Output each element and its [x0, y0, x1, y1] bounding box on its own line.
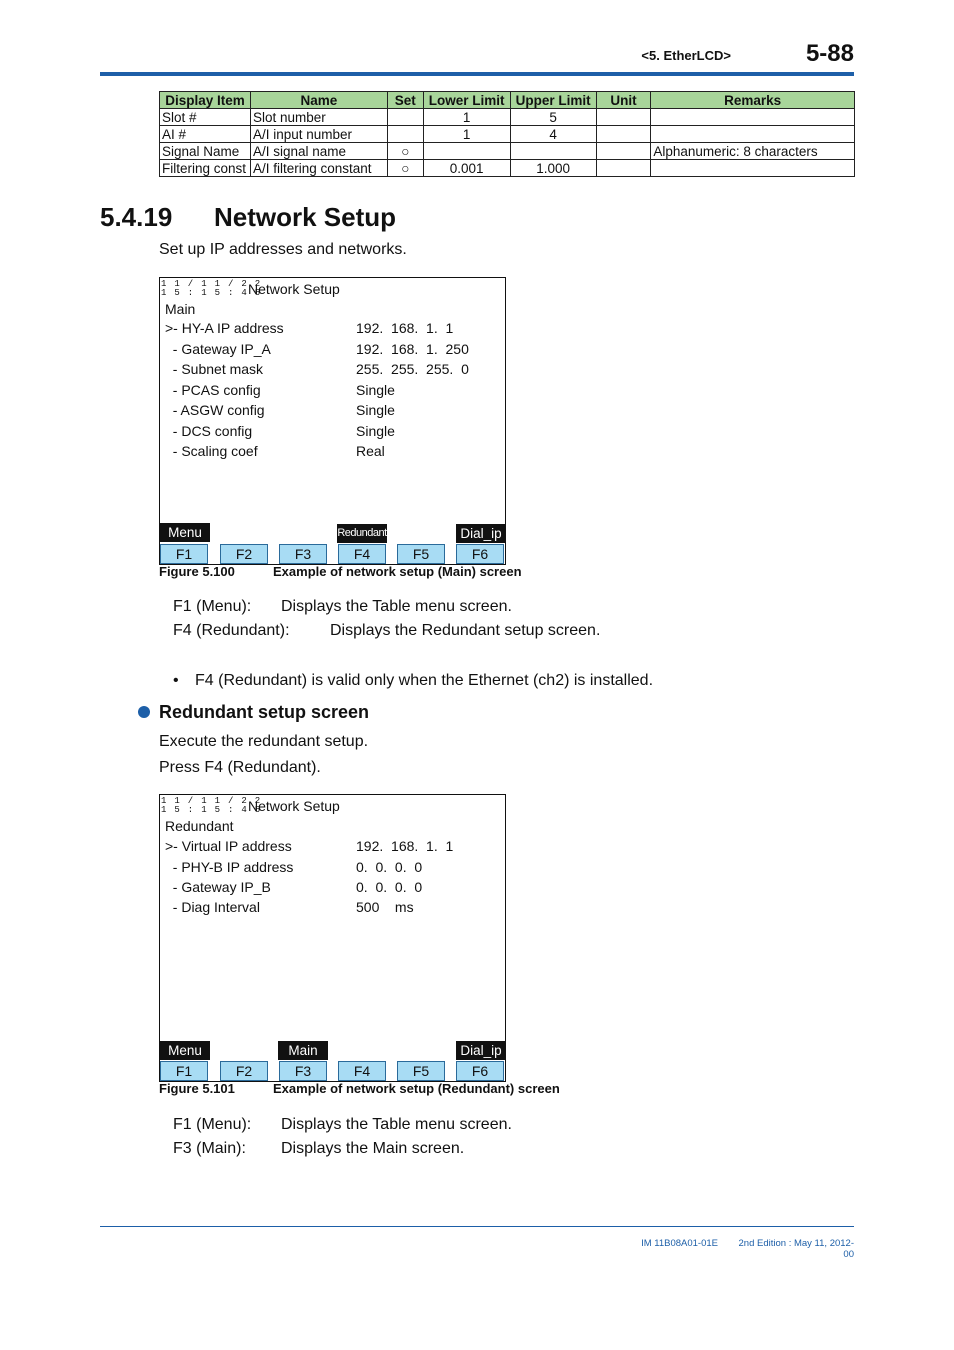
lcd-row-value: 500 ms: [356, 899, 414, 915]
footer-edition: 2nd Edition : May 11, 2012-00: [738, 1238, 854, 1260]
parameter-table: [159, 91, 855, 177]
lcd-screen-main: [159, 277, 506, 565]
lcd-row-value: 255. 255. 255. 0: [356, 361, 469, 377]
lcd-screen-redundant: [159, 794, 506, 1082]
f2-key[interactable]: F2: [220, 1061, 268, 1081]
section-number: 5.4.19: [100, 202, 173, 232]
col-name: Name: [250, 92, 387, 109]
lcd-row-gateway-ip-a[interactable]: [165, 340, 495, 358]
softkey-main[interactable]: Main: [278, 1041, 328, 1060]
col-lower-limit: Lower Limit: [423, 92, 510, 109]
subsection-line2: Press F4 (Redundant).: [159, 759, 321, 776]
softkey-redundant[interactable]: Redundant: [337, 524, 387, 543]
cell: [387, 126, 423, 143]
cell: [596, 160, 651, 177]
desc-text-f4: Displays the Redundant setup screen.: [330, 622, 601, 639]
lcd-row-label: - DCS config: [165, 423, 253, 439]
f2-key[interactable]: F2: [220, 544, 268, 564]
lcd-row-dcs-config[interactable]: [165, 422, 495, 440]
lcd-row-label: - Diag Interval: [165, 899, 260, 915]
lcd-time: 1 5 : 1 5 : 4 5: [161, 805, 262, 815]
softkey-menu[interactable]: Menu: [160, 523, 210, 542]
section-header: <5. EtherLCD>: [641, 48, 731, 63]
f3-key[interactable]: F3: [279, 544, 327, 564]
cell: [596, 126, 651, 143]
lcd-datetime: [161, 797, 262, 815]
cell: [510, 143, 596, 160]
footer-doc-id: IM 11B08A01-01E: [641, 1238, 718, 1249]
cell: Slot #: [160, 109, 251, 126]
lcd-row-asgw-config[interactable]: [165, 401, 495, 419]
cell: Filtering const: [160, 160, 251, 177]
lcd-row-diag-interval[interactable]: [165, 898, 495, 916]
f3-key[interactable]: F3: [279, 1061, 327, 1081]
lcd-row-value: Single: [356, 382, 395, 398]
cell: AI #: [160, 126, 251, 143]
lcd-row-virtual-ip[interactable]: [165, 837, 495, 855]
f1-key[interactable]: F1: [160, 1061, 208, 1081]
lcd-row-value: Single: [356, 402, 395, 418]
bullet-dot-icon: [138, 706, 150, 718]
cell: [651, 109, 855, 126]
softkey-menu[interactable]: Menu: [160, 1041, 210, 1060]
lcd-row-label: - Subnet mask: [165, 361, 264, 377]
softkey-dial-ip[interactable]: Dial_ip: [456, 524, 506, 543]
lcd-title: Network Setup: [248, 281, 340, 297]
lcd-time: 1 5 : 1 5 : 4 5: [161, 288, 262, 298]
table-row: [160, 143, 855, 160]
lcd-row-label: >- HY-A IP address: [165, 320, 284, 336]
section-intro: Set up IP addresses and networks.: [159, 241, 407, 258]
desc-key-f4: F4 (Redundant):: [173, 622, 290, 639]
figure-caption: Example of network setup (Redundant) screen: [273, 1081, 560, 1096]
lcd-title: Network Setup: [248, 798, 340, 814]
lcd-datetime: [161, 280, 262, 298]
cell: [651, 126, 855, 143]
table-row: [160, 126, 855, 143]
lcd-row-label: - Scaling coef: [165, 443, 258, 459]
figure-number: Figure 5.101: [159, 1081, 235, 1096]
lcd-date: 1 1 / 1 1 / 2 2: [161, 279, 262, 289]
lcd-row-label: >- Virtual IP address: [165, 838, 292, 854]
lcd-row-label: - PCAS config: [165, 382, 261, 398]
f4-key[interactable]: F4: [338, 1061, 386, 1081]
table-header-row: [160, 92, 855, 109]
lcd-row-value: Real: [356, 443, 385, 459]
desc-key-f1: F1 (Menu):: [173, 598, 252, 615]
cell: Slot number: [250, 109, 387, 126]
cell: Signal Name: [160, 143, 251, 160]
cell: ○: [387, 143, 423, 160]
header-rule: [100, 72, 854, 76]
lcd-row-label: - ASGW config: [165, 402, 265, 418]
f4-key[interactable]: F4: [338, 544, 386, 564]
lcd-row-value: 0. 0. 0. 0: [356, 859, 423, 875]
page-number: 5-88: [805, 40, 854, 67]
col-unit: Unit: [596, 92, 651, 109]
figure-number: Figure 5.100: [159, 564, 235, 579]
cell: ○: [387, 160, 423, 177]
lcd-row-label: - Gateway IP_B: [165, 879, 271, 895]
lcd-row-value: 0. 0. 0. 0: [356, 879, 423, 895]
lcd-row-label: - PHY-B IP address: [165, 859, 294, 875]
lcd-row-value: 192. 168. 1. 1: [356, 838, 454, 854]
lcd-subtitle: Main: [165, 301, 196, 317]
desc-text-f1: Displays the Table menu screen.: [281, 1116, 512, 1133]
cell: [596, 143, 651, 160]
cell: A/I signal name: [250, 143, 387, 160]
cell: A/I input number: [250, 126, 387, 143]
col-set: Set: [387, 92, 423, 109]
lcd-subtitle: Redundant: [165, 818, 234, 834]
cell: [596, 109, 651, 126]
desc-text-f3: Displays the Main screen.: [281, 1140, 465, 1157]
f6-key[interactable]: F6: [456, 1061, 504, 1081]
cell: [651, 160, 855, 177]
note-bullet: •: [173, 672, 179, 689]
f6-key[interactable]: F6: [456, 544, 504, 564]
cell: Alphanumeric: 8 characters: [651, 143, 855, 160]
lcd-row-subnet-mask[interactable]: [165, 360, 495, 378]
lcd-row-phyb-ip[interactable]: [165, 858, 495, 876]
cell: 4: [510, 126, 596, 143]
f1-key[interactable]: F1: [160, 544, 208, 564]
cell: 5: [510, 109, 596, 126]
lcd-row-value: 192. 168. 1. 1: [356, 320, 454, 336]
cell: 1.000: [510, 160, 596, 177]
subsection-line1: Execute the redundant setup.: [159, 733, 369, 750]
lcd-row-gateway-ip-b[interactable]: [165, 878, 495, 896]
col-display-item: Display Item: [160, 92, 251, 109]
lcd-row-value: Single: [356, 423, 395, 439]
lcd-date: 1 1 / 1 1 / 2 2: [161, 796, 262, 806]
lcd-row-hya-ip[interactable]: [165, 319, 495, 337]
softkey-dial-ip[interactable]: Dial_ip: [456, 1041, 506, 1060]
cell: [387, 109, 423, 126]
desc-text-f1: Displays the Table menu screen.: [281, 598, 512, 615]
col-upper-limit: Upper Limit: [510, 92, 596, 109]
col-remarks: Remarks: [651, 92, 855, 109]
figure-caption: Example of network setup (Main) screen: [273, 564, 522, 579]
lcd-row-label: - Gateway IP_A: [165, 341, 271, 357]
table-row: [160, 160, 855, 177]
note-text: F4 (Redundant) is valid only when the Ethernet (ch2) is installed.: [195, 672, 654, 689]
cell: [423, 143, 510, 160]
f5-key[interactable]: F5: [397, 544, 445, 564]
desc-key-f3: F3 (Main):: [173, 1140, 246, 1157]
table-row: [160, 109, 855, 126]
f5-key[interactable]: F5: [397, 1061, 445, 1081]
cell: 0.001: [423, 160, 510, 177]
section-title: Network Setup: [214, 202, 397, 232]
cell: 1: [423, 109, 510, 126]
lcd-row-value: 192. 168. 1. 250: [356, 341, 469, 357]
lcd-row-scaling-coef[interactable]: [165, 442, 495, 460]
lcd-row-pcas-config[interactable]: [165, 381, 495, 399]
cell: 1: [423, 126, 510, 143]
footer-rule: [100, 1226, 854, 1227]
cell: A/I filtering constant: [250, 160, 387, 177]
desc-key-f1: F1 (Menu):: [173, 1116, 252, 1133]
subsection-title: Redundant setup screen: [159, 702, 370, 722]
